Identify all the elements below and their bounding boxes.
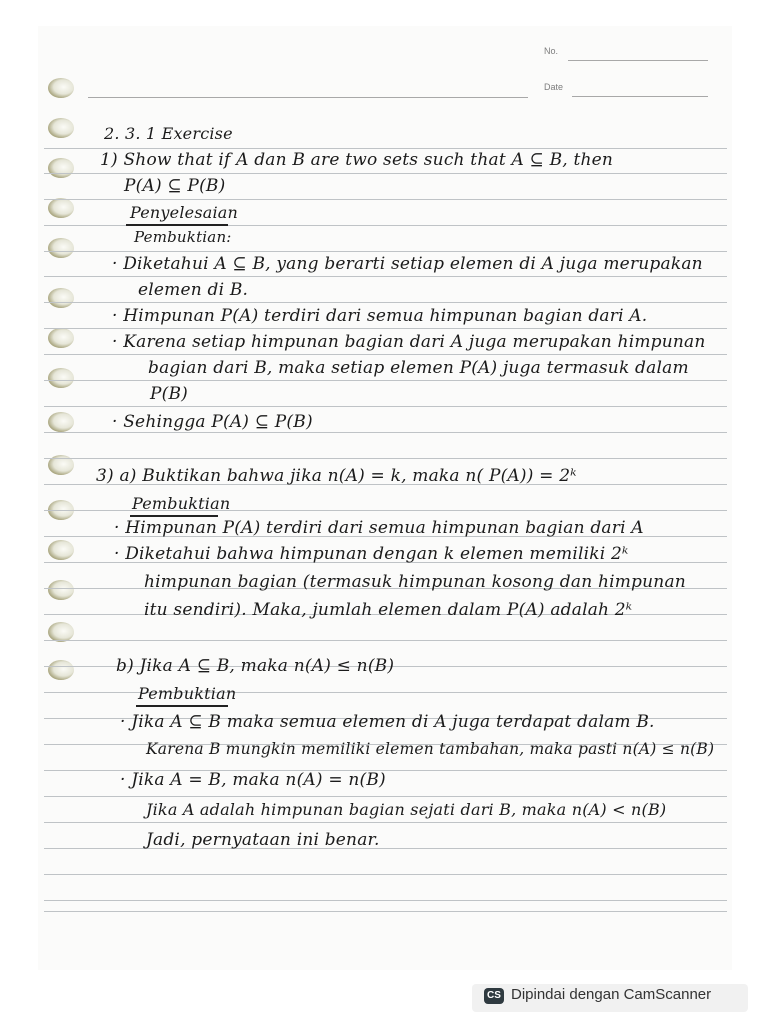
q3a-heading: Pembuktian xyxy=(132,494,231,513)
ruled-line xyxy=(44,796,727,797)
ruled-line xyxy=(44,874,727,875)
camscanner-logo-icon: CS xyxy=(484,988,504,1004)
date-line xyxy=(572,96,708,97)
no-label: No. xyxy=(544,46,559,56)
header-rule xyxy=(88,97,528,98)
q3a-bullet2-line1: · Diketahui bahwa himpunan dengan k elemen memiliki 2ᵏ xyxy=(114,544,629,564)
binder-hole xyxy=(48,660,74,680)
binder-hole xyxy=(48,412,74,432)
q1-bullet3-line3: P(B) xyxy=(150,384,188,404)
q3b-bullet1-line1: · Jika A ⊆ B maka semua elemen di A juga terdapat dalam B. xyxy=(120,712,655,732)
ruled-line xyxy=(44,328,727,329)
binder-hole xyxy=(48,238,74,258)
q3b-heading: Pembuktian xyxy=(138,684,237,703)
q3b-bullet1-line2: Karena B mungkin memiliki elemen tambahan, maka pasti n(A) ≤ n(B) xyxy=(146,740,715,758)
binder-hole xyxy=(48,368,74,388)
camscanner-text: Dipindai dengan CamScanner xyxy=(511,986,712,1003)
q1-subheading: Pembuktian: xyxy=(134,228,232,246)
ruled-line xyxy=(44,432,727,433)
ruled-line xyxy=(44,458,727,459)
ruled-line xyxy=(44,406,727,407)
q3b-bullet2-line3: Jadi, pernyataan ini benar. xyxy=(146,830,380,850)
ruled-line xyxy=(44,148,727,149)
q3a-statement: 3) a) Buktikan bahwa jika n(A) = k, maka n( P(A)) = 2ᵏ xyxy=(96,466,577,486)
q1-bullet1-line1: · Diketahui A ⊆ B, yang berarti setiap elemen di A juga merupakan xyxy=(112,254,703,274)
ruled-line xyxy=(44,911,727,912)
heading-underline xyxy=(130,515,218,517)
binder-hole xyxy=(48,580,74,600)
q1-bullet2: · Himpunan P(A) terdiri dari semua himpunan bagian dari A. xyxy=(112,306,648,326)
q1-heading: Penyelesaian xyxy=(130,203,239,222)
no-line xyxy=(568,60,708,61)
q3a-bullet2-line3: itu sendiri). Maka, jumlah elemen dalam P(A) adalah 2ᵏ xyxy=(144,600,633,620)
ruled-line xyxy=(44,199,727,200)
q1-statement-line2: P(A) ⊆ P(B) xyxy=(124,176,226,196)
section-title: 2. 3. 1 Exercise xyxy=(104,124,233,143)
ruled-line xyxy=(44,822,727,823)
binder-hole xyxy=(48,622,74,642)
ruled-line xyxy=(44,173,727,174)
ruled-line xyxy=(44,302,727,303)
q3a-bullet1: · Himpunan P(A) terdiri dari semua himpunan bagian dari A xyxy=(114,518,644,538)
heading-underline xyxy=(126,224,228,226)
binder-hole xyxy=(48,118,74,138)
binder-hole xyxy=(48,198,74,218)
q1-bullet1-line2: elemen di B. xyxy=(138,280,249,300)
q3b-statement: b) Jika A ⊆ B, maka n(A) ≤ n(B) xyxy=(116,656,395,676)
binder-hole xyxy=(48,158,74,178)
binder-hole xyxy=(48,540,74,560)
q1-bullet4: · Sehingga P(A) ⊆ P(B) xyxy=(112,412,313,432)
ruled-line xyxy=(44,640,727,641)
ruled-line xyxy=(44,354,727,355)
ruled-line xyxy=(44,380,727,381)
heading-underline xyxy=(136,705,228,707)
q3a-bullet2-line2: himpunan bagian (termasuk himpunan kosong dan himpunan xyxy=(144,572,686,592)
ruled-line xyxy=(44,276,727,277)
date-label: Date xyxy=(544,82,564,92)
q1-bullet3-line2: bagian dari B, maka setiap elemen P(A) juga termasuk dalam xyxy=(148,358,689,378)
binder-hole xyxy=(48,78,74,98)
ruled-line xyxy=(44,900,727,901)
ruled-line xyxy=(44,251,727,252)
binder-hole xyxy=(48,328,74,348)
q1-statement-line1: 1) Show that if A dan B are two sets such that A ⊆ B, then xyxy=(100,150,614,170)
binder-hole xyxy=(48,288,74,308)
q3b-bullet2-line2: Jika A adalah himpunan bagian sejati dari B, maka n(A) < n(B) xyxy=(146,800,667,819)
q1-bullet3-line1: · Karena setiap himpunan bagian dari A juga merupakan himpunan xyxy=(112,332,706,352)
q3b-bullet2-line1: · Jika A = B, maka n(A) = n(B) xyxy=(120,770,386,790)
